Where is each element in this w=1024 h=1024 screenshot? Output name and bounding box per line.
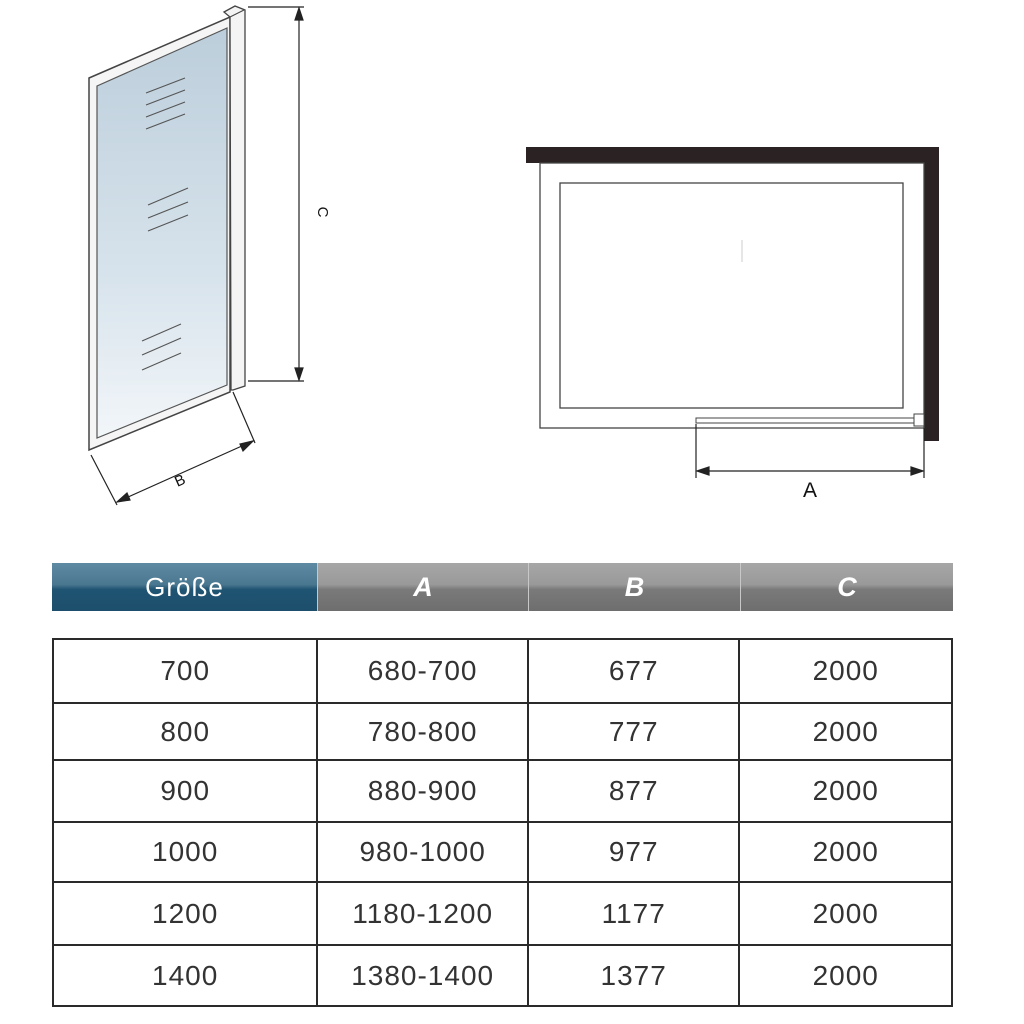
cell-a: 1180-1200 [317,882,528,945]
table-row [53,703,952,760]
size-table [52,638,953,1007]
dimension-c [248,7,304,381]
cell-size: 1200 [53,882,317,945]
cell-a: 980-1000 [317,822,528,882]
cell-size: 1000 [53,822,317,882]
table-row [53,760,952,822]
cell-a: 780-800 [317,703,528,760]
cell-b: 1177 [528,882,740,945]
cell-b: 877 [528,760,740,822]
cell-size: 1400 [53,945,317,1006]
dimension-a [696,424,924,478]
cell-c: 2000 [739,703,952,760]
cell-a: 680-700 [317,639,528,703]
cell-b: 777 [528,703,740,760]
table-row [53,945,952,1006]
cell-b: 977 [528,822,740,882]
header-b: B [528,563,740,611]
cell-b: 1377 [528,945,740,1006]
dimension-a-label: A [802,479,818,502]
cell-size: 900 [53,760,317,822]
table-header [52,563,953,611]
header-size: Größe [52,563,317,611]
cell-a: 1380-1400 [317,945,528,1006]
table-row [53,639,952,703]
cell-b: 677 [528,639,740,703]
header-a: A [317,563,528,611]
plan-view [526,147,939,441]
cell-c: 2000 [739,760,952,822]
dimension-b-label: B [172,471,189,491]
cell-c: 2000 [739,639,952,703]
cell-c: 2000 [739,822,952,882]
table-row [53,822,952,882]
glass-panel-perspective [89,6,245,450]
header-c: C [740,563,953,611]
table-row [53,882,952,945]
cell-c: 2000 [739,882,952,945]
dimension-c-label: C [314,206,331,218]
cell-size: 800 [53,703,317,760]
cell-a: 880-900 [317,760,528,822]
cell-c: 2000 [739,945,952,1006]
cell-size: 700 [53,639,317,703]
